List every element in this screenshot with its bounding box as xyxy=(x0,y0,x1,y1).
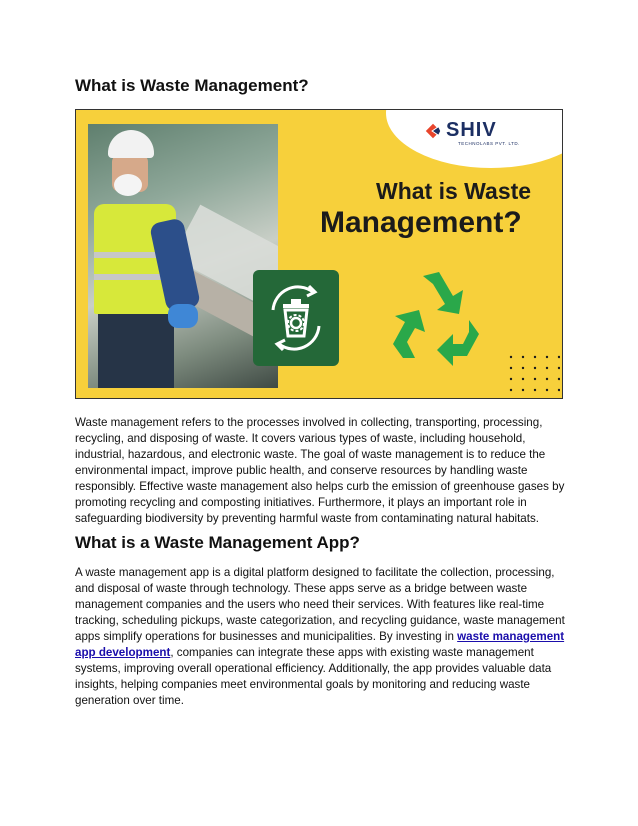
recycle-icon xyxy=(383,262,491,372)
heading-what-is-waste-management: What is Waste Management? xyxy=(75,76,309,95)
paragraph-text-after-link: , companies can integrate these apps with existing waste management systems, improving overall operational efficiency. Additionally, the app provides valuable data insights, helping companies meet environmental goals by monitoring and reducing waste generation over time. xyxy=(75,646,552,707)
paragraph-waste-management: Waste management refers to the processes involved in collecting, transporting, processing, recycling, and disposing of waste. It covers various types of waste, including household, industrial, hazardous, and electronic waste. The goal of waste management is to reduce the environmental impact, improve public health, and conserve resources by handling waste responsibly. Effective waste management also helps curb the emission of greenhouse gases by promoting recycling and composting initiatives. Furthermore, it plays an important role in safeguarding biodiversity by preventing harmful waste from contaminating natural habitats. xyxy=(75,416,565,525)
waste-management-app-development-link[interactable]: waste management app development xyxy=(75,630,565,659)
paragraph-waste-management-app xyxy=(75,565,567,709)
shiv-logo-icon xyxy=(424,122,442,140)
hard-hat xyxy=(108,130,154,158)
banner-title-line-2: Management? xyxy=(320,206,522,239)
face-mask xyxy=(114,174,142,196)
blue-glove xyxy=(168,304,198,328)
worker-photo xyxy=(88,124,278,388)
trash-gear-tile xyxy=(253,270,339,366)
recycling-bin-icon xyxy=(253,270,339,366)
paragraph-text-before-link: A waste management app is a digital platform designed to facilitate the collection, processing, and disposal of waste through technology. These apps serve as a bridge between waste management companies and the users who need their services. With features like real-time tracking, scheduling pickups, waste categorization, and recycling guidance, waste management apps simplify operations for businesses and municipalities. By investing in xyxy=(75,566,565,643)
hero-banner-image xyxy=(75,109,563,399)
brand-name: SHIV xyxy=(446,119,497,141)
brand-subtitle: TECHNOLABS PVT. LTD. xyxy=(458,141,520,146)
heading-waste-management-app: What is a Waste Management App? xyxy=(75,533,360,552)
worker-pants xyxy=(98,314,174,388)
decorative-dot-grid xyxy=(508,354,560,392)
banner-title-line-1: What is Waste xyxy=(376,178,532,204)
